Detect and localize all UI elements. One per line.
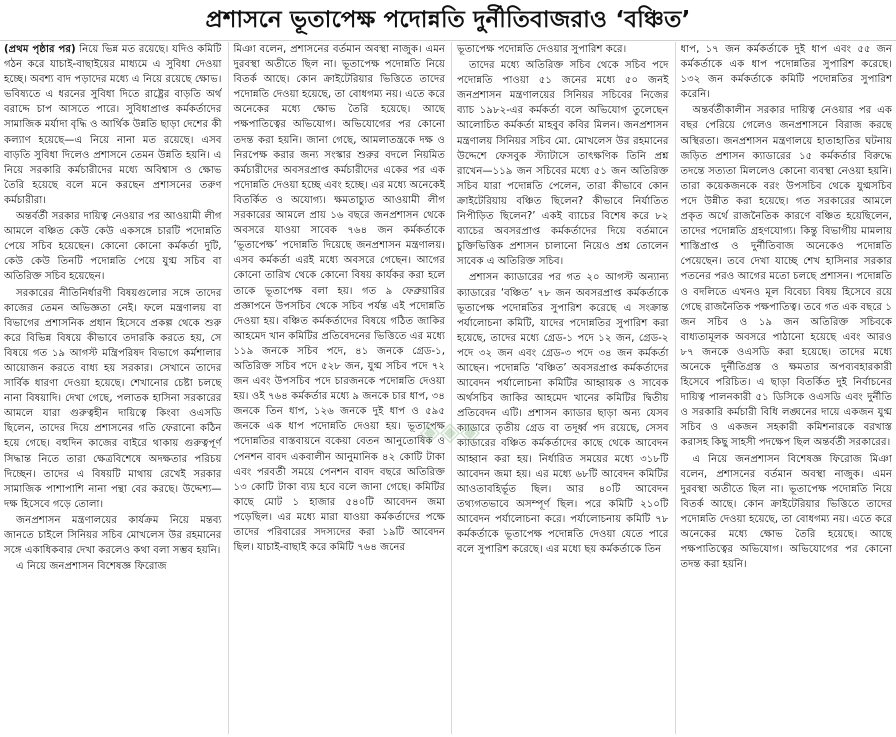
column-2	[228, 42, 446, 734]
watermark-logo: ◈◈◈	[420, 417, 480, 447]
article-columns	[4, 42, 892, 734]
paragraph: সরকারের নীতিনির্ধারণী বিষয়গুলোর সঙ্গে তাদের কাজের তেমন অভিজ্ঞতা নেই। ফলে মন্ত্রণালয় বা বিভাগের প্রশাসনিক প্রধান হিসেবে প্রকল্প থেকে শুরু করে বিভিন্ন বিষয়ে কীভাবে তদারকি করতে হয়, সে বিষয়ে গত ১৯ আগস্ট মন্ত্রিপরিষদ বিভাগে কর্মশালার আয়োজন করতে বাধ্য হয় সরকার। সেখানে তাদের সার্বিক ধারণা দেওয়া হয়েছে। শেখানোর চেষ্টা চলছে নানা বিষয়াদি। দেখা গেছে, পলাতক হাসিনা সরকারের আমলে যারা গুরুত্বহীন দায়িত্বে কিংবা ওএসডি ছিলেন, তাদের দিয়ে প্রশাসনের গতি ফেরানো কঠিন হয়ে গেছে। বহুদিন কাজের বাইরে থাকায় গুরুত্বপূর্ণ সিদ্ধান্ত নিতে তারা ক্ষেত্রবিশেষে অদক্ষতার পরিচয় দিচ্ছেন। তাদের এ বিষয়টি মাথায় রেখেই সরকার সামাজিক পাশাপাশি নানা পন্থা বের করছে। উদ্দেশ্য—দক্ষ হিসেবে গড়ে তোলা।	[4, 287, 222, 510]
column-1	[4, 42, 222, 734]
paragraph: এ নিয়ে জনপ্রশাসন বিশেষজ্ঞ ফিরোজ	[16, 561, 167, 573]
paragraph: ভূতাপেক্ষ পদোন্নতি দেওয়ার সুপারিশ করে।	[457, 44, 627, 55]
headline: প্রশাসনে ভূতাপেক্ষ পদোন্নতি দুর্নীতিবাজরাও ‘বঞ্চিত’	[205, 6, 691, 33]
paragraph: অন্তর্বর্তীকালীন সরকার দায়িত্ব নেওয়ার পর এক বছর পেরিয়ে গেলেও জনপ্রশাসনে বিরাজ করছে অস্থিরতা। জনপ্রশাসন মন্ত্রণালয়ে হাতাহাতির ঘটনায় জড়িত প্রশাসন ক্যাডারের ১৫ কর্মকর্তার বিরুদ্ধে তদন্তে সত্যতা মিললেও কোনো ব্যবস্থা নেওয়া হয়নি। তারা কয়েকজনকে বরং উপসচিব থেকে যুগ্মসচিব পদে উন্নীত করা হয়েছে। গত সরকারের আমলে প্রকৃত অর্থে রাজনৈতিক কারণে বঞ্চিত হয়েছিলেন, তাদের পদোন্নতি গ্রহণযোগ্য। কিন্তু বিভাগীয় মামলায় শাস্তিপ্রাপ্ত ও দুর্নীতিবাজ অনেকেও পদোন্নতি পেয়েছেন। তবে দেখা যাচ্ছে শেখ হাসিনার সরকার পতনের পরও আগের মতো চলছে প্রশাসন। পদোন্নতি ও বদলিতে এখনও মূল বিবেচ্য বিষয় হিসেবে রয়ে গেছে রাজনৈতিক পক্ষপাতিত্ব। তবে গত এক বছরে ১ জন সচিব ও ১৯ জন অতিরিক্ত সচিবকে বাধ্যতামূলক অবসরে পাঠানো হয়েছে এবং আরও ৮৭ জনকে ওএসডি করা হয়েছে। তাদের মধ্যে অনেকে দুর্নীতিগ্রস্ত ও ক্ষমতার অপব্যবহারকারী হিসেবে পরিচিত। এ ছাড়া বিতর্কিত দুই নির্বাচনের দায়িত্ব পালনকারী ৫১ ডিসিকে ওএসডি এবং দুর্নীতি ও সরকারি কর্মচারী বিধি লঙ্ঘনের দায়ে একজন যুগ্ম সচিব ও একজন সহকারী কমিশনারকে বরখাস্ত করাসহ কিছু সাহসী পদক্ষেপ ছিল অন্তর্বর্তী সরকারের।	[680, 105, 892, 449]
headline-bar	[0, 0, 896, 41]
paragraph: তাদের মধ্যে অতিরিক্ত সচিব থেকে সচিব পদে পদোন্নতি পাওয়া ৫১ জনের মধ্যে ৫০ জনই জনপ্রশাসন মন্ত্রণালয়ের সিনিয়র সচিবের নিজের ব্যাচ ১৯৮২-এর কর্মকর্তা বলে অভিযোগ তুলেছেন আলোচিত কর্মকর্তা মাহবুব কবির মিলন। জনপ্রশাসন মন্ত্রণালয় সিনিয়র সচিব মো. মোখলেস উর রহমানের উদ্দেশে ফেসবুক স্ট্যাটাসে তাৎক্ষণিক তিনি প্রশ্ন রাখেন—১১৯ জন সচিবের মধ্যে ৫১ জন অতিরিক্ত সচিব যারা পদোন্নতি পেলেন, তারা কীভাবে কোন ক্রাইটেরিয়ায় বঞ্চিত ছিলেন? কীভাবে নির্যাতিত নিপীড়িত ছিলেন?’ একই ব্যাচের বিশেষ করে ৮২ ব্যাচের অবসরপ্রাপ্ত কর্মকর্তাদের দিয়ে বর্তমানে চুক্তিভিত্তিক প্রশাসন চালানো নিয়েও প্রশ্ন তোলেন সাবেক এ অতিরিক্ত সচিব।	[457, 60, 669, 268]
column-4	[675, 42, 893, 734]
paragraph: ধাপ, ১৭ জন কর্মকর্তাকে দুই ধাপ এবং ৫৫ জন কর্মকর্তাকে এক ধাপ পদোন্নতির সুপারিশ করেছে। ১৩২ জন কর্মকর্তাকে কমিটি পদোন্নতির সুপারিশ করেনি।	[680, 44, 892, 101]
paragraph-text: নিয়ে ভিন্ন মত রয়েছে। যদিও কমিটি গঠন করে যাচাই-বাছাইয়ের মাধ্যমে এ সুবিধা দেওয়া হচ্ছে। অবশ্য বাদ পড়াদের মধ্যে এ নিয়ে রয়েছে ক্ষোভ। ভবিষ্যতে এ ধরনের সুবিধা দিতে রাষ্ট্রের বাড়তি অর্থ বরাদ্দে চাপ আসতে পারে। সুবিধাপ্রাপ্ত কর্মকর্তাদের সামাজিক মর্যাদা বৃদ্ধি ও আর্থিক উন্নতি ছাড়া দেশের কী কল্যাণ হয়েছে—এ নিয়ে নানা মত রয়েছে। এসব বাড়তি সুবিধা দিলেও প্রশাসনে তেমন উন্নতি হয়নি। এ নিয়ে সরকারি কর্মচারীদের মধ্যে অবিশ্বাস ও ক্ষোভ তৈরি হয়েছে বলে মনে করছেন প্রশাসনের তরুণ কর্মচারীরা।	[4, 44, 222, 206]
paragraph: জনপ্রশাসন মন্ত্রণালয়ের কার্যক্রম নিয়ে মন্তব্য জানতে চাইলে সিনিয়র সচিব মোখলেস উর রহমানের সঙ্গে একাধিকবার দেখা করলেও কথা বলা সম্ভব হয়নি।	[4, 514, 222, 557]
paragraph: অন্তর্বর্তী সরকার দায়িত্ব নেওয়ার পর আওয়ামী লীগ আমলে বঞ্চিত কেউ কেউ একসঙ্গে চারটি পদোন্নতি পেয়ে সচিব হয়েছেন। কোনো কোনো কর্মকর্তা দুটি, কেউ কেউ তিনটি পদোন্নতি পেয়ে যুগ্ম সচিব বা অতিরিক্ত সচিব হয়েছেন।	[4, 211, 222, 283]
paragraph: এ নিয়ে জনপ্রশাসন বিশেষজ্ঞ ফিরোজ মিঞা বলেন, প্রশাসনের বর্তমান অবস্থা নাজুক। এমন দুরবস্থা অতীতে ছিল না। ভূতাপেক্ষ পদোন্নতি নিয়ে বিতর্ক আছে। কোন ক্রাইটেরিয়ার ভিত্তিতে তাদের পদোন্নতি দেওয়া হয়েছে, তা বোধগম্য নয়। এতে করে অনেকের মধ্যে ক্ষোভ তৈরি হয়েছে। আছে পক্ষপাতিত্বের অভিযোগ। অভিযোগের পর কোনো তদন্ত করা হয়নি।	[680, 453, 892, 571]
paragraph: প্রশাসন ক্যাডারের পর গত ২০ আগস্ট অন্যান্য ক্যাডারের ‘বঞ্চিত’ ৭৮ জন অবসরপ্রাপ্ত কর্মকর্তাকে ভূতাপেক্ষ পদোন্নতির সুপারিশ করেছে এ সংক্রান্ত পর্যালোচনা কমিটি, যাদের পদোন্নতির সুপারিশ করা হয়েছে, তাদের মধ্যে গ্রেড-১ পদে ১২ জন, গ্রেড-২ পদে ৩২ জন এবং গ্রেড-৩ পদে ৩৪ জন কর্মকর্তা আছেন। পদোন্নতি ‘বঞ্চিত’ অবসরপ্রাপ্ত কর্মকর্তাদের আবেদন পর্যালোচনা কমিটির আহ্বায়ক ও সাবেক অর্থসচিব জাকির আহমেদ খানের কমিটির দ্বিতীয় প্রতিবেদন এটি। প্রশাসন ক্যাডার ছাড়া অন্য যেসব ক্যাডারে তৃতীয় গ্রেড বা তদূর্ধ্ব পদ রয়েছে, সেসব ক্যাডারের বঞ্চিত কর্মকর্তাদের কাছে থেকে আবেদন আহ্বান করা হয়। নির্ধারিত সময়ের মধ্যে ৩১৮টি আবেদন জমা হয়। এর মধ্যে ৬৮টি আবেদন কমিটির আওতাবহির্ভূত ছিল। আর ৪০টি আবেদন তথ্যগতভাবে অসম্পূর্ণ ছিল। পরে কমিটি ২১০টি আবেদন পর্যালোচনা করে। পর্যালোচনায় কমিটি ৭৮ কর্মকর্তাকে ভূতাপেক্ষ পদোন্নতি দেওয়া যেতে পারে বলে সুপারিশ করেছে। এর মধ্যে ছয় কর্মকর্তাকে তিন	[457, 272, 669, 556]
continuation-lead: (প্রথম পৃষ্ঠার পর)	[4, 44, 76, 55]
column-3	[451, 42, 669, 734]
paragraph	[4, 42, 222, 208]
paragraph: মিঞা বলেন, প্রশাসনের বর্তমান অবস্থা নাজুক। এমন দুরবস্থা অতীতে ছিল না। ভূতাপেক্ষ পদোন্নতি নিয়ে বিতর্ক আছে। কোন ক্রাইটেরিয়ার ভিত্তিতে তাদের পদোন্নতি দেওয়া হয়েছে, তা বোধগম্য নয়। এতে করে অনেকের মধ্যে ক্ষোভ তৈরি হয়েছে। আছে পক্ষপাতিত্বের অভিযোগ। অভিযোগের পর কোনো তদন্ত করা হয়নি। জানা গেছে, আমলাতন্ত্রকে দক্ষ ও নিরপেক্ষ করার জন্য সংস্কার শুরুর বদলে নিয়মিত কর্মচারীদের অবসরপ্রাপ্ত কর্মচারীদের একের পর এক পদোন্নতি দেওয়া হচ্ছে এবং হচ্ছে। এর মধ্যে অনেকেই বিতর্কিত ও অযোগ্য। ক্ষমতাচ্যুত আওয়ামী লীগ সরকারের আমলে প্রায় ১৬ বছরে জনপ্রশাসন থেকে অবসরে যাওয়া সাবেক ৭৬৪ জন কর্মকর্তাকে ‘ভূতাপেক্ষ’ পদোন্নতি দিয়েছে জনপ্রশাসন মন্ত্রণালয়। এসব কর্মকর্তা এরই মধ্যে অবসরে গেছেন। আগের কোনো তারিখ থেকে কোনো বিষয় কার্যকর করা হলে তাকে ভূতাপেক্ষ বলা হয়। গত ৯ ফেব্রুয়ারির প্রজ্ঞাপনে উপসচিব থেকে সচিব পর্যন্ত এই পদোন্নতি দেওয়া হয়। বঞ্চিত কর্মকর্তাদের বিষয়ে গঠিত জাকির আহমেদ খান কমিটির প্রতিবেদনের ভিত্তিতে এর মধ্যে ১১৯ জনকে সচিব পদে, ৪১ জনকে গ্রেড-১, অতিরিক্ত সচিব পদে ৫২৮ জন, যুগ্ম সচিব পদে ৭২ জন এবং উপসচিব পদে চারজনকে পদোন্নতি দেওয়া হয়। ওই ৭৬৪ কর্মকর্তার মধ্যে ৯ জনকে চার ধাপ, ৩৪ জনকে তিন ধাপ, ১২৬ জনকে দুই ধাপ ও ৫৯৫ জনকে এক ধাপ পদোন্নতি দেওয়া হয়। ভূতাপেক্ষ পদোন্নতির বাস্তবায়নে বকেয়া বেতন আনুতোষিক ও পেনশন বাবদ একবালীন আনুমানিক ৪২ কোটি টাকা এবং পরবর্তী সময়ে পেনশন বাবদ বছরে অতিরিক্ত ১৩ কোটি টাকা ব্যয় হবে বলে জানা গেছে। কমিটির কাছে মোট ১ হাজার ৫৪০টি আবেদন জমা পড়েছিল। এর মধ্যে মারা যাওয়া কর্মকর্তাদের পক্ষে তাদের পরিবারের সদস্যদের করা ১৯টি আবেদন ছিল। যাচাই-বাছাই করে কমিটি ৭৬৪ জনের	[233, 44, 445, 554]
